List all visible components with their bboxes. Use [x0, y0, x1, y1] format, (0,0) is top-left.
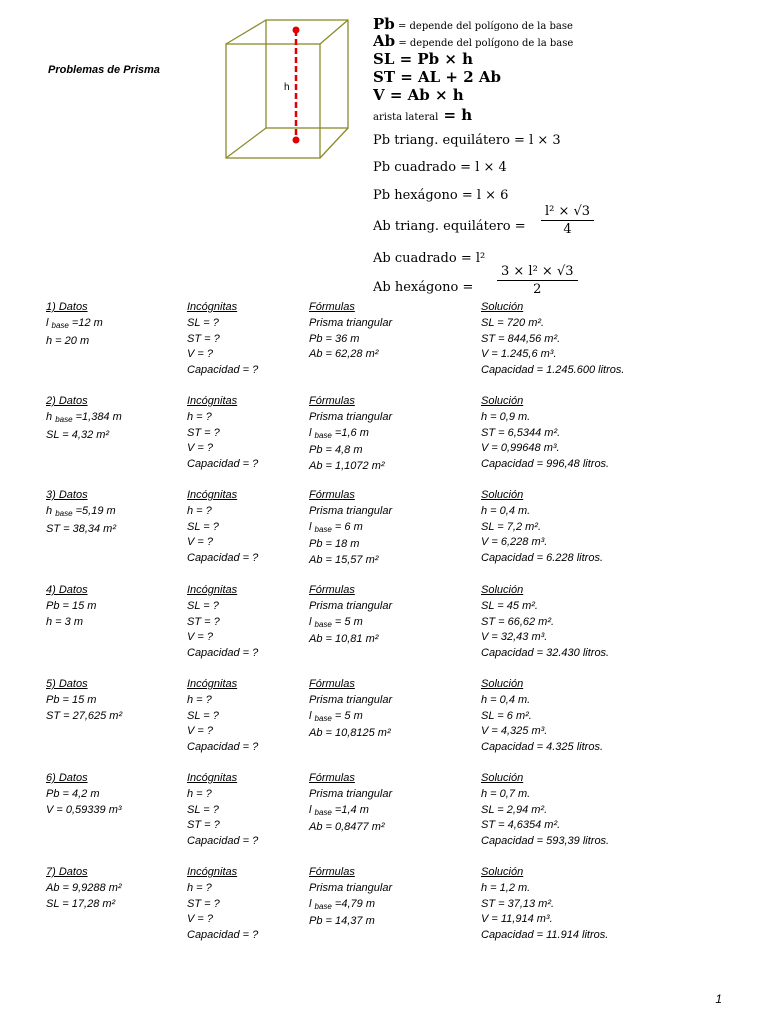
datos-line: h = 3 m: [46, 615, 83, 628]
solucion-line: V = 11,914 m³.: [481, 913, 553, 926]
incognitas-line: ST = ?: [187, 897, 220, 910]
solucion-line: h = 1,2 m.: [481, 881, 531, 894]
problem-6: [0, 771, 768, 855]
formulas-column: [309, 394, 392, 475]
formulas-heading: Fórmulas: [309, 395, 355, 407]
formulas-line: Pb = 14,37 m: [309, 915, 375, 928]
formulas-column: [309, 583, 392, 648]
solucion-heading: Solución: [481, 584, 524, 596]
solucion-line: V = 4,325 m³.: [481, 725, 548, 738]
solucion-line: SL = 2,94 m².: [481, 803, 548, 816]
formulas-line: Prisma triangular: [309, 787, 393, 800]
solucion-column: [481, 488, 603, 567]
formula-ab: Ab = depende del polígono de la base: [373, 32, 574, 50]
incognitas-line: ST = ?: [187, 332, 220, 345]
datos-line: SL = 4,32 m²: [46, 428, 110, 441]
formulas-line: Ab = 10,8125 m²: [309, 727, 391, 740]
formulas-column: [309, 300, 392, 363]
datos-line: h $_{base}$ =5,19 m: [46, 504, 116, 518]
formulas-heading: Fórmulas: [309, 301, 355, 313]
incognitas-heading: Incógnitas: [187, 678, 238, 690]
solucion-line: SL = 7,2 m².: [481, 520, 542, 533]
formula-ab-cuadrado: Ab cuadrado = l²: [373, 251, 486, 266]
solucion-column: [481, 394, 609, 473]
incognitas-line: ST = ?: [187, 819, 220, 832]
document-title: Problemas de Prisma: [48, 64, 160, 76]
solucion-line: Capacidad = 32.430 litros.: [481, 647, 610, 660]
formulas-line: Pb = 36 m: [309, 332, 360, 345]
formulas-column: [309, 488, 392, 569]
incognitas-line: V = ?: [187, 442, 213, 455]
formulas-column: [309, 771, 392, 836]
incognitas-column: [187, 488, 258, 567]
solucion-line: h = 0,4 m.: [481, 693, 531, 706]
solucion-line: SL = 720 m².: [481, 316, 545, 329]
incognitas-line: SL = ?: [187, 709, 219, 722]
solucion-line: SL = 6 m².: [481, 709, 532, 722]
datos-heading: 7) Datos: [46, 866, 88, 878]
prism-diagram: [222, 14, 354, 162]
incognitas-column: [187, 771, 258, 850]
incognitas-heading: Incógnitas: [187, 866, 238, 878]
solucion-column: [481, 300, 624, 379]
formulas-line: l $_{base}$ = 5 m: [309, 615, 363, 629]
datos-heading: 1) Datos: [46, 301, 88, 313]
solucion-line: Capacidad = 11.914 litros.: [481, 929, 609, 942]
solucion-line: ST = 4,6354 m².: [481, 819, 561, 832]
formula-st: ST = AL + 2 Ab: [373, 68, 501, 86]
formulas-line: l $_{base}$ = 5 m: [309, 709, 363, 723]
solucion-line: h = 0,7 m.: [481, 787, 531, 800]
formula-ab-hexagono: Ab hexágono =: [373, 280, 474, 295]
solucion-line: V = 6,228 m³.: [481, 536, 548, 549]
incognitas-line: Capacidad = ?: [187, 741, 259, 754]
solucion-line: Capacidad = 4.325 litros.: [481, 741, 603, 754]
problem-5: [0, 677, 768, 761]
datos-heading: 2) Datos: [46, 395, 88, 407]
incognitas-line: ST = ?: [187, 426, 220, 439]
incognitas-column: [187, 865, 258, 944]
formula-pb-triangulo: Pb triang. equilátero = l × 3: [373, 133, 561, 148]
datos-column: [46, 488, 116, 537]
datos-column: [46, 300, 103, 349]
incognitas-line: V = ?: [187, 725, 213, 738]
datos-heading: 4) Datos: [46, 584, 88, 596]
formulas-heading: Fórmulas: [309, 489, 355, 501]
formula-ab-triangulo: Ab triang. equilátero =: [373, 219, 526, 234]
datos-line: h = 20 m: [46, 334, 90, 347]
datos-heading: 3) Datos: [46, 489, 88, 501]
formula-pb-cuadrado: Pb cuadrado = l × 4: [373, 160, 507, 175]
incognitas-line: SL = ?: [187, 599, 219, 612]
incognitas-line: Capacidad = ?: [187, 835, 259, 848]
incognitas-line: V = ?: [187, 348, 213, 361]
incognitas-heading: Incógnitas: [187, 489, 238, 501]
incognitas-column: [187, 583, 258, 662]
datos-column: [46, 677, 122, 724]
incognitas-line: h = ?: [187, 787, 212, 800]
solucion-line: h = 0,4 m.: [481, 504, 531, 517]
formulas-heading: Fórmulas: [309, 772, 355, 784]
solucion-line: Capacidad = 593,39 litros.: [481, 835, 610, 848]
formulas-line: Ab = 15,57 m²: [309, 554, 379, 567]
datos-line: ST = 27,625 m²: [46, 709, 123, 722]
solucion-line: ST = 37,13 m².: [481, 897, 555, 910]
solucion-heading: Solución: [481, 301, 524, 313]
solucion-line: V = 32,43 m³.: [481, 631, 548, 644]
incognitas-heading: Incógnitas: [187, 584, 238, 596]
solucion-line: h = 0,9 m.: [481, 410, 531, 423]
incognitas-line: Capacidad = ?: [187, 364, 259, 377]
incognitas-line: SL = ?: [187, 316, 219, 329]
datos-line: ST = 38,34 m²: [46, 522, 117, 535]
datos-line: h $_{base}$ =1,384 m: [46, 410, 122, 424]
formula-pb: Pb = depende del polígono de la base: [373, 15, 573, 33]
incognitas-line: Capacidad = ?: [187, 552, 259, 565]
formulas-heading: Fórmulas: [309, 678, 355, 690]
formulas-heading: Fórmulas: [309, 866, 355, 878]
formulas-line: l $_{base}$ =4,79 m: [309, 897, 375, 911]
datos-line: Pb = 4,2 m: [46, 787, 100, 800]
incognitas-line: Capacidad = ?: [187, 647, 259, 660]
incognitas-column: [187, 394, 258, 473]
formula-panel: [373, 14, 763, 304]
datos-line: V = 0,59339 m³: [46, 803, 122, 816]
formulas-line: Ab = 1,1072 m²: [309, 460, 385, 473]
datos-line: l $_{base}$ =12 m: [46, 316, 103, 330]
page-number: 1: [715, 992, 722, 1006]
incognitas-line: Capacidad = ?: [187, 929, 259, 942]
formulas-line: Ab = 62,28 m²: [309, 348, 379, 361]
solucion-line: ST = 6,5344 m².: [481, 426, 561, 439]
datos-column: [46, 865, 122, 912]
formula-sl: SL = Pb × h: [373, 50, 474, 68]
datos-line: Pb = 15 m: [46, 599, 97, 612]
incognitas-line: SL = ?: [187, 520, 219, 533]
formulas-line: Prisma triangular: [309, 504, 393, 517]
formulas-line: Prisma triangular: [309, 693, 393, 706]
datos-column: [46, 583, 96, 630]
formula-arista: arista lateral = h: [373, 106, 473, 124]
datos-column: [46, 394, 122, 443]
incognitas-column: [187, 300, 258, 379]
formulas-line: Pb = 4,8 m: [309, 444, 363, 457]
incognitas-heading: Incógnitas: [187, 301, 238, 313]
solucion-line: Capacidad = 996,48 litros.: [481, 458, 610, 471]
incognitas-line: V = ?: [187, 913, 213, 926]
solucion-column: [481, 771, 609, 850]
problem-3: [0, 488, 768, 572]
solucion-line: Capacidad = 6.228 litros.: [481, 552, 603, 565]
incognitas-heading: Incógnitas: [187, 395, 238, 407]
formula-pb-hexagono: Pb hexágono = l × 6: [373, 188, 509, 203]
problem-4: [0, 583, 768, 667]
formulas-line: Prisma triangular: [309, 410, 393, 423]
datos-line: Ab = 9,9288 m²: [46, 881, 122, 894]
height-label: h: [284, 82, 290, 93]
incognitas-line: h = ?: [187, 693, 212, 706]
formula-ab-hexagono-fraction: $\frac{\text{3 × l² × √3}}{2}$: [497, 264, 578, 297]
problem-1: [0, 300, 768, 384]
solucion-heading: Solución: [481, 395, 524, 407]
formula-ab-triangulo-fraction: $\frac{\text{l² × √3}}{4}$: [541, 204, 594, 237]
formulas-line: l $_{base}$ =1,4 m: [309, 803, 369, 817]
formulas-line: l $_{base}$ = 6 m: [309, 520, 363, 534]
solucion-line: ST = 844,56 m².: [481, 332, 561, 345]
problem-2: [0, 394, 768, 478]
solucion-line: SL = 45 m².: [481, 599, 538, 612]
incognitas-line: SL = ?: [187, 803, 219, 816]
formulas-line: Pb = 18 m: [309, 538, 360, 551]
solucion-column: [481, 583, 609, 662]
formulas-line: l $_{base}$ =1,6 m: [309, 426, 369, 440]
incognitas-line: h = ?: [187, 504, 212, 517]
solucion-line: Capacidad = 1.245.600 litros.: [481, 364, 625, 377]
formula-v: V = Ab × h: [373, 86, 464, 104]
solucion-column: [481, 677, 603, 756]
formulas-line: Ab = 10,81 m²: [309, 633, 379, 646]
solucion-line: V = 1.245,6 m³.: [481, 348, 557, 361]
datos-line: Pb = 15 m: [46, 693, 97, 706]
formulas-line: Prisma triangular: [309, 881, 393, 894]
problem-7: [0, 865, 768, 949]
datos-column: [46, 771, 122, 818]
incognitas-column: [187, 677, 258, 756]
formulas-heading: Fórmulas: [309, 584, 355, 596]
incognitas-line: V = ?: [187, 536, 213, 549]
solucion-heading: Solución: [481, 678, 524, 690]
formulas-column: [309, 677, 392, 742]
datos-line: SL = 17,28 m²: [46, 897, 116, 910]
solucion-heading: Solución: [481, 489, 524, 501]
solucion-line: V = 0,99648 m³.: [481, 442, 560, 455]
datos-heading: 5) Datos: [46, 678, 88, 690]
incognitas-line: V = ?: [187, 631, 213, 644]
incognitas-line: Capacidad = ?: [187, 458, 259, 471]
formulas-column: [309, 865, 392, 930]
solucion-heading: Solución: [481, 772, 524, 784]
formulas-line: Prisma triangular: [309, 599, 393, 612]
solucion-column: [481, 865, 608, 944]
formulas-line: Prisma triangular: [309, 316, 393, 329]
incognitas-heading: Incógnitas: [187, 772, 238, 784]
datos-heading: 6) Datos: [46, 772, 88, 784]
solucion-line: ST = 66,62 m².: [481, 615, 555, 628]
incognitas-line: h = ?: [187, 410, 212, 423]
incognitas-line: ST = ?: [187, 615, 220, 628]
solucion-heading: Solución: [481, 866, 524, 878]
incognitas-line: h = ?: [187, 881, 212, 894]
formulas-line: Ab = 0,8477 m²: [309, 821, 385, 834]
